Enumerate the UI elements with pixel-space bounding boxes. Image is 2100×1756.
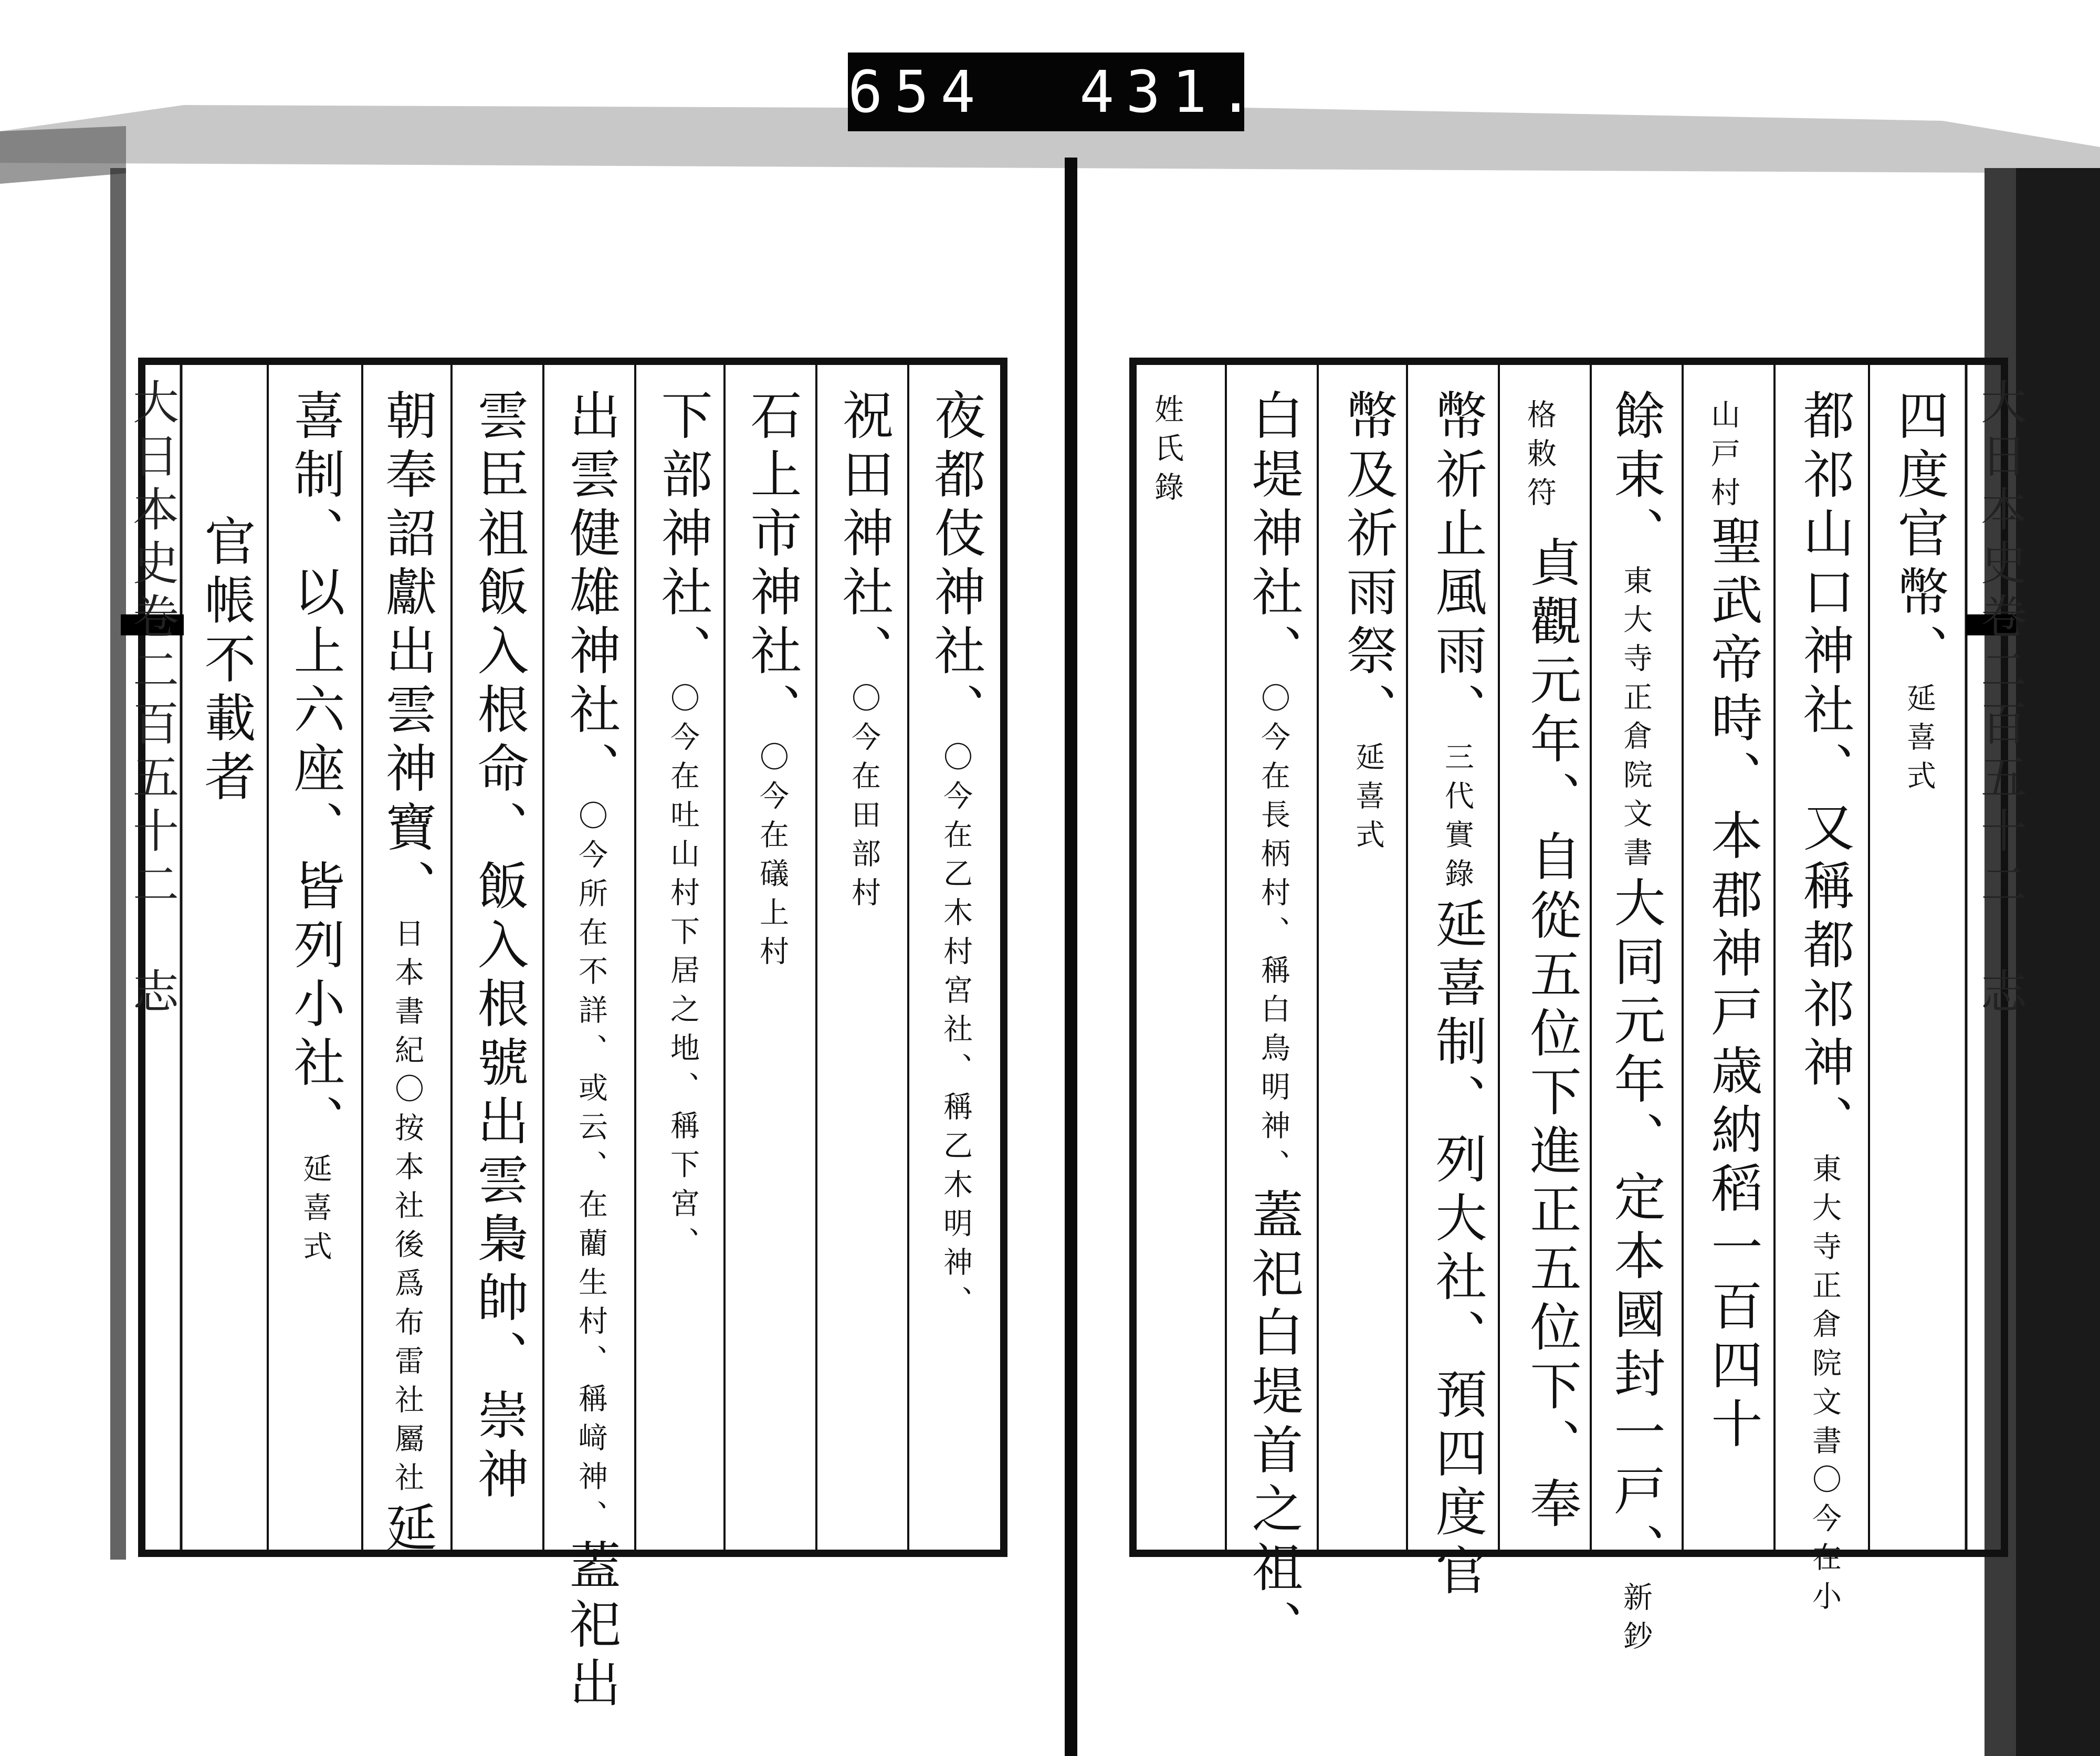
text-column: 餘束、東大寺正倉院文書大同元年、定本國封一戸、新鈔 <box>1605 389 1665 1659</box>
annotation: 〇今在長柄村、稱白鳥明神、 <box>1256 683 1290 1188</box>
annotation: 〇今在礒上村 <box>755 741 789 975</box>
text-column: 出雲健雄神社、〇今所在不詳、或云、在藺生村、稱﨑神、蓋祀出 <box>561 389 621 1715</box>
annotation: 延喜式 <box>298 1153 332 1270</box>
annotation: 延喜式 <box>1351 741 1385 858</box>
text-column: 四度官幣、延喜式 <box>1889 389 1949 799</box>
text-column: 都祁山口神社、又稱都祁神、東大寺正倉院文書〇今在小 <box>1794 389 1854 1619</box>
text-column: 夜都伎神社、〇今在乙木村宮社、稱乙木明神、 <box>926 389 985 1324</box>
text-column: 幣及祈雨祭、延喜式 <box>1338 389 1398 858</box>
running-header-left: 大日本史卷二百五十二 志 <box>125 378 180 1021</box>
running-header-right: 大日本史卷二百五十二 志 <box>1973 378 2028 1021</box>
text-column: 白堤神社、〇今在長柄村、稱白鳥明神、蓋祀白堤首之祖、 <box>1243 389 1303 1658</box>
text-column: 幣祈止風雨、三代實錄延喜制、列大社、預四度官 <box>1427 389 1487 1603</box>
annotation: 〇今所在不詳、或云、在藺生村、稱﨑神、 <box>574 800 608 1539</box>
text-column: 官帳不載者 <box>196 515 256 809</box>
annotation: 東大寺正倉院文書 <box>1619 565 1653 876</box>
text-column: 祝田神社、〇今在田部村 <box>834 389 894 916</box>
text-column: 雲臣祖飯入根命、飯入根號出雲梟帥、崇神 <box>469 389 529 1506</box>
text-column: 聖武帝時、本郡神戸歳納稻一百四十 <box>1703 515 1762 1456</box>
annotation: 日本書紀〇按本社後爲布雷社屬社 <box>390 918 424 1501</box>
text-column: 石上市神社、〇今在礒上村 <box>742 389 802 975</box>
catalog-tag-text: 654 431. <box>848 58 1265 126</box>
annotation: 〇今在乙木村宮社、稱乙木明神、 <box>939 741 973 1324</box>
annotation: 三代實錄 <box>1440 741 1474 897</box>
annotation-column: 格敕符 <box>1522 399 1557 516</box>
text-column: 喜制、以上六座、皆列小社、延喜式 <box>285 389 345 1270</box>
annotation: 新鈔 <box>1619 1582 1653 1659</box>
annotation-column: 姓氏錄 <box>1150 394 1184 510</box>
text-column: 下部神社、〇今在吐山村下居之地、稱下宮、 <box>653 389 712 1266</box>
annotation: 東大寺正倉院文書〇今在小 <box>1808 1153 1842 1619</box>
annotation: 〇今在田部村 <box>847 683 881 916</box>
annotation: 〇今在吐山村下居之地、稱下宮、 <box>666 683 700 1266</box>
text-column: 貞觀元年、自從五位下進正五位下、奉 <box>1521 536 1581 1535</box>
annotation-column: 山戸村 <box>1706 399 1740 516</box>
text-column: 朝奉詔獻出雲神寶、日本書紀〇按本社後爲布雷社屬社延 <box>377 389 437 1560</box>
annotation: 延喜式 <box>1902 683 1936 799</box>
